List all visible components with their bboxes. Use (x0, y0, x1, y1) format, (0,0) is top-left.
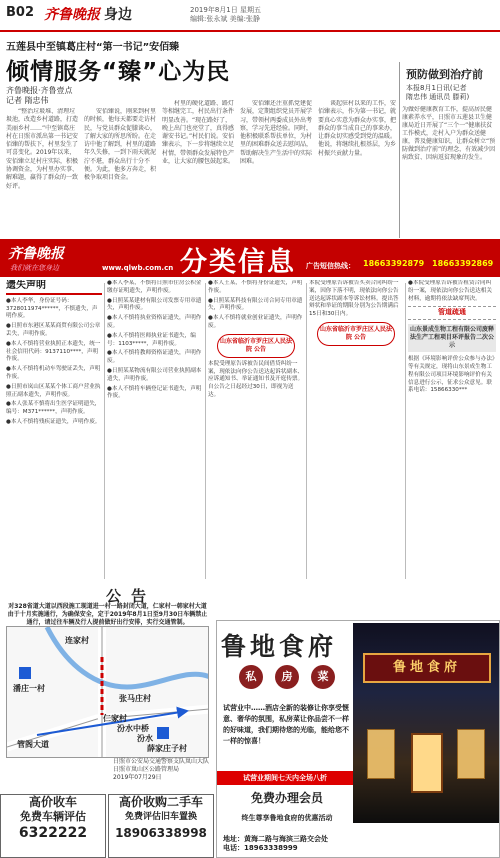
car-ad-2 (108, 794, 214, 858)
court-stamp: 山东省临沂市罗庄区人民法院 公告 (217, 334, 295, 358)
public-notice-text: 对328省道大道以西段施工现道进一村一路封闭大道，仁家村一韩家村大道由于十月实施通行，为确保安全，定于2019年8月1日至9月30日车辆禁止通行，请过往车辆及行人提前做好出行安排，实行交通管制。 (7, 603, 208, 626)
column-divider (205, 283, 206, 579)
lost-notice-title: 遗失声明 (6, 280, 46, 291)
map-label: 仁家村 (103, 714, 127, 723)
hotline-label: 广告短信热线： (306, 262, 355, 270)
list-item: ●日照某某科技有限公司合同专用章遗失，声明作废。 (208, 297, 303, 312)
story-headline: 倾情服务“臻”心为民 (6, 59, 231, 85)
car-ad-subheading: 免费车辆评估 (20, 810, 86, 823)
map-label: 汾水中桥 (117, 724, 149, 733)
story-column-5: 谈起驻村以来的工作，安佰臻表示，作为第一书记，就要真心实意为群众办实事，把群众的事当成自己的事来办，让群众切实感受到党的温暖。他说，将继续扎根基层，为乡村振兴贡献力量。 (318, 100, 396, 157)
column-divider (104, 283, 105, 579)
list-item: ●本人不慎将机动车驾驶证丢失，声明作废。 (6, 366, 101, 380)
entrance-door (411, 733, 443, 793)
detour-map (6, 626, 209, 758)
map-issuer: 日照市公安局交通警察支队岚山大队 日照市岚山区公路管理局 2019年07月29日 (113, 758, 210, 781)
list-item: ●本人李某，不慎将日照市住房公积金缴存证明遗失，声明作废。 (107, 280, 202, 294)
banner-logo: 齐鲁晚报 (8, 246, 64, 262)
banner-tagline: 我们就在您身边 (10, 264, 59, 272)
court-stamp: 山东省临沂市罗庄区人民法院 公告 (317, 322, 395, 346)
restaurant-name: 鲁地食府 (221, 632, 338, 661)
membership-offer: 免费办理会员 (223, 789, 351, 807)
restaurant-contact: 地址：黄海二路与海滨三路交会处 电话：18963338999 (223, 835, 328, 852)
car-ad-heading: 高价收购二手车 (118, 795, 203, 809)
paper-brand: 齐鲁晚报 (44, 7, 100, 23)
classified-column-1 (6, 280, 102, 582)
restaurant-photo (353, 623, 499, 823)
storefront-sign: 鲁地食府 (363, 653, 491, 683)
banner-url: www.qlwb.com.cn (102, 264, 174, 272)
story-column-1: “整治垃圾堆、清理垃圾池，改造乡村道路，打造美丽乡村……”中至镇葛庄村在日照市派出第一书记安佰臻的帮扶下，村里发生了可喜变化。2019年以来，安佰臻立足村庄实际，积极协调资金，为村里办实事、解难题，赢得了群众的一致好评。 (6, 108, 79, 190)
promo-strip: 终生尊享鲁地食府的优惠活动 (223, 811, 351, 825)
list-item: ●日照市东港区某某商贸有限公司公章丢失，声明作废。 (6, 323, 101, 337)
list-item: ●本人不慎将残疾证遗失，声明作废。 (6, 418, 101, 425)
badge-circle: 菜 (311, 665, 335, 689)
classified-column-3 (208, 280, 304, 582)
list-item: ●本人不慎将营业执照正本遗失，统一社会信用代码：9137110****，声明作废。 (6, 340, 101, 363)
story-kicker: 五莲县中至镇葛庄村“第一书记”安佰臻 (6, 42, 180, 53)
map-label: 潘庄一村 (13, 684, 45, 693)
page-header (0, 0, 500, 32)
edit-info: 2019年8月1日 星期五 编辑:张永斌 美编:张静 (190, 6, 261, 23)
car-ad-subheading: 免费评估旧车置换 (124, 812, 197, 822)
sidebar-byline: 本报8月1日讯(记者 隋忠伟 通讯员 滕莉) (406, 84, 470, 101)
car-ad-phone: 6322222 (18, 825, 88, 841)
service-box (408, 306, 496, 320)
restaurant-description: 试营业中……酒店全新的装修让你享受惬意、奢华的氛围，私房菜让你品尝不一样的好味道，我们期待您的光临，能给您不一样的惊喜！ (223, 704, 349, 745)
classified-column-2 (107, 280, 203, 582)
car-ad-phone: 18906338998 (115, 826, 207, 840)
story-column-2: 安佰臻说，刚来到村里的时候，他每天都要走访村民，与党员群众促膝谈心，了解大家的所思所盼。在走访中他了解到，村里的道路年久失修，一到下雨天就泥泞不堪，群众出行十分不便。为此，他多方奔走，积极争取项目资金。 (84, 108, 157, 182)
lit-window (367, 729, 395, 779)
court-notice: 本院受理原告诉被告民间借贷纠纷一案，现依法向你公告送达起诉状副本、应诉通知书、举证通知书及开庭传票。自公告之日起经过30日，即视为送达。 (208, 360, 304, 398)
column-divider (405, 283, 406, 579)
car-ad-heading: 高价收车 (28, 795, 77, 809)
map-label: 汾水 (137, 734, 153, 743)
list-item: ●日照市岚山区某某个体工商户营业执照正副本遗失，声明作废。 (6, 383, 101, 398)
classified-column-5 (408, 280, 496, 582)
badge-circle: 房 (275, 665, 299, 689)
promo-strip: 试营业期间七天内全场八折 (217, 771, 353, 785)
list-item: ●本人不慎将教师资格证遗失，声明作废。 (107, 350, 202, 365)
section-name: 身边 (104, 7, 132, 23)
list-item: ●本人不慎将就业创业证遗失，声明作废。 (208, 315, 303, 329)
map-label: 管阁大道 (17, 740, 49, 749)
lit-window (457, 729, 485, 779)
section-rule (6, 293, 102, 295)
list-item: ●本人王某，不慎将身份证遗失，声明作废。 (208, 280, 303, 294)
column-divider (306, 283, 307, 579)
public-notice-title: 公告 (105, 587, 156, 605)
list-item: ●本人不慎将医师执业证书遗失，编号：1103*****，声明作废。 (107, 332, 196, 347)
story-byline: 齐鲁晚报·齐鲁壹点 记者 隋忠伟 (6, 86, 73, 105)
map-label: 张马庄村 (119, 694, 151, 703)
story-column-3: 村里的硬化道路、路灯等相继完工，村民出行条件明显改善。“现在路好了，晚上出门也亮堂了，真得感谢安书记。”村民们说。安佰臻表示，下一步将继续立足村情，带领群众发展特色产业，让大家的腰包鼓起来。 (162, 100, 235, 166)
company-notice-title: 山东景成生物工程有限公司废释法生产工程项目环评报告二次公示 (408, 324, 496, 352)
court-notice: 本院受理原告诉被告买卖合同纠纷一案，因你下落不明，现依法向你公告送达起诉状副本等诉讼材料。提出答辩状和举证的期限分别为公告期满后15日和30日内。 (309, 280, 399, 318)
map-label: 连家村 (65, 636, 89, 645)
company-notice-body: 根据《环境影响评价公众参与办法》等有关规定，现将山东景成生物工程有限公司项目环境影响评价有关信息进行公示，征求公众意见。联系电话：15866330*** (408, 356, 495, 394)
classified-banner (0, 239, 500, 277)
restaurant-ad (216, 620, 500, 858)
map-label: 薛家庄子村 (147, 744, 187, 753)
badge-circle: 私 (239, 665, 263, 689)
hotline-phone-2: 18663392869 (432, 259, 494, 268)
hotline-phone-1: 18663392879 (363, 259, 425, 268)
list-item: ●日照某某物流有限公司营业执照副本遗失，声明作废。 (107, 367, 202, 382)
list-item: ●日照某某建材有限公司发票专用章遗失，声明作废。 (107, 297, 202, 312)
list-item: ●本人李华，身份证号码：3728011974******，不慎遗失，声明作废。 (6, 297, 98, 320)
sidebar-body: 为做好健康教育工作，提高居民健康素养水平，日照市五莲县卫生健康局近日开展了“三个一”健康扶贫工作模式，走村入户为群众送健康，普及健康知识，让群众树立“预防做到治疗前”的理念，有效减少因病致贫、因病返贫现象的发生。 (402, 106, 496, 161)
service-title: 管道疏通 (438, 308, 466, 317)
list-item: ●本人不慎将车辆登记证书遗失，声明作废。 (107, 385, 202, 400)
banner-title: 分类信息 (180, 247, 296, 278)
list-item: ●本院受理原告诉被告租赁合同纠纷一案，现依法向你公告送达相关材料，逾期将依法缺席判决。 (408, 280, 492, 302)
list-item: ●本人张某不慎将出生医学证明遗失，编号：M371******，声明作废。 (6, 401, 101, 416)
list-item: ●本人不慎将执业资格证遗失，声明作废。 (107, 315, 202, 329)
page-number: B02 (6, 5, 34, 20)
column-divider (399, 62, 400, 238)
car-ad-1 (0, 794, 106, 858)
sidebar-headline: 预防做到治疗前 (406, 68, 483, 81)
classified-column-4 (309, 280, 403, 582)
story-column-4: 安佰臻还注重抓党建促发展，定期组织党员开展学习，带领村两委成员外出考察，学习先进经验。同时，他积极联系帮扶单位，为村里的困难群众送去慰问品，帮助解决生产生活中的实际困难。 (240, 100, 313, 166)
